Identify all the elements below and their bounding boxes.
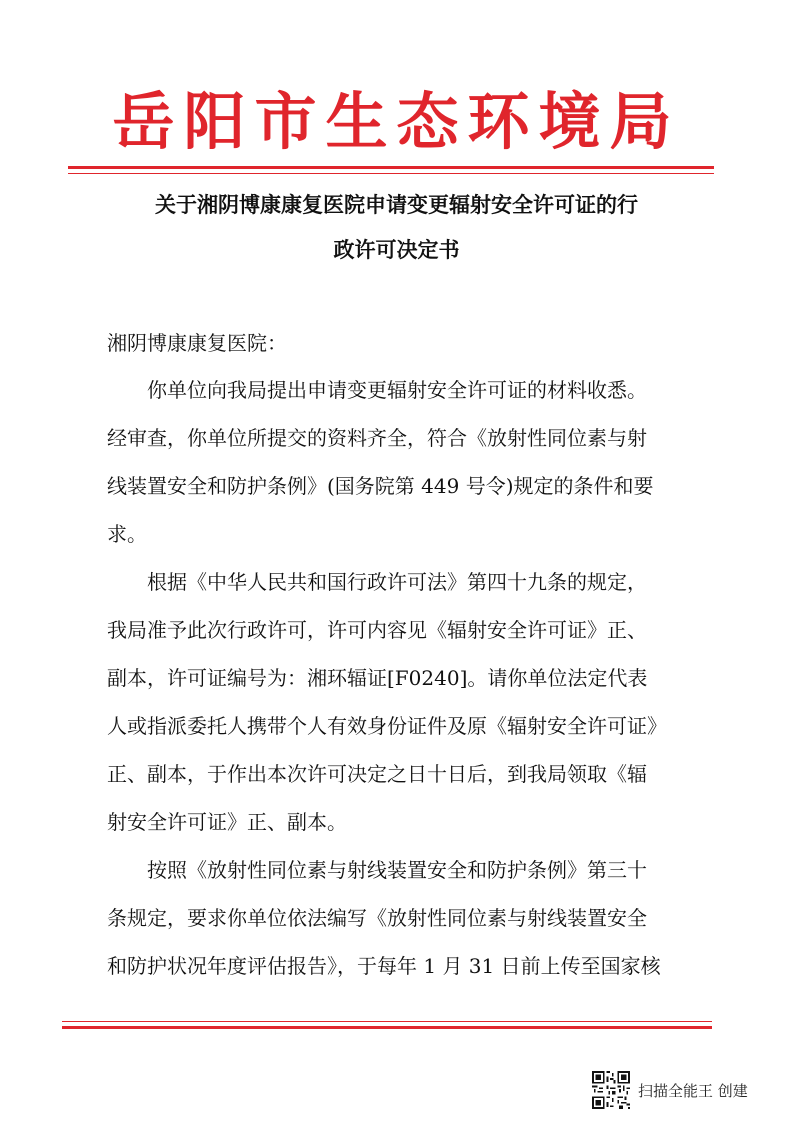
body-line: 你单位向我局提出申请变更辐射安全许可证的材料收悉。 (147, 378, 647, 402)
document-title-line-1: 关于湘阴博康康复医院申请变更辐射安全许可证的行 (155, 193, 638, 217)
body-line: 按照《放射性同位素与射线装置安全和防护条例》第三十 (147, 858, 647, 882)
body-line: 线装置安全和防护条例》(国务院第 449 号令)规定的条件和要 (107, 474, 654, 498)
watermark-text: 扫描全能王 创建 (638, 1081, 748, 1100)
body-line: 射安全许可证》正、副本。 (107, 810, 347, 834)
body-line: 求。 (107, 522, 147, 546)
scanner-watermark (592, 1070, 748, 1110)
body-line: 和防护状况年度评估报告》，于每年 1 月 31 日前上传至国家核 (107, 954, 661, 978)
letterhead-org-name: 岳阳市生态环境局 (112, 85, 681, 158)
body-line: 副本，许可证编号为：湘环辐证[F0240]。请你单位法定代表 (107, 666, 648, 690)
qr-code-icon (592, 1071, 630, 1109)
letterhead-divider-thick (68, 166, 714, 169)
footer-divider-thick (62, 1026, 712, 1029)
body-line: 人或指派委托人携带个人有效身份证件及原《辐射安全许可证》 (107, 714, 667, 738)
footer-divider-thin (62, 1021, 712, 1022)
body-line: 我局准予此次行政许可，许可内容见《辐射安全许可证》正、 (107, 618, 647, 642)
document-title-line-2: 政许可决定书 (333, 238, 460, 262)
body-line: 根据《中华人民共和国行政许可法》第四十九条的规定， (147, 570, 647, 594)
body-line: 正、副本，于作出本次许可决定之日十日后，到我局领取《辐 (107, 762, 647, 786)
body-line: 经审查，你单位所提交的资料齐全，符合《放射性同位素与射 (107, 426, 647, 450)
salutation: 湘阴博康康复医院： (107, 331, 287, 355)
letterhead-divider-thin (68, 173, 714, 174)
body-line: 条规定，要求你单位依法编写《放射性同位素与射线装置安全 (107, 906, 647, 930)
